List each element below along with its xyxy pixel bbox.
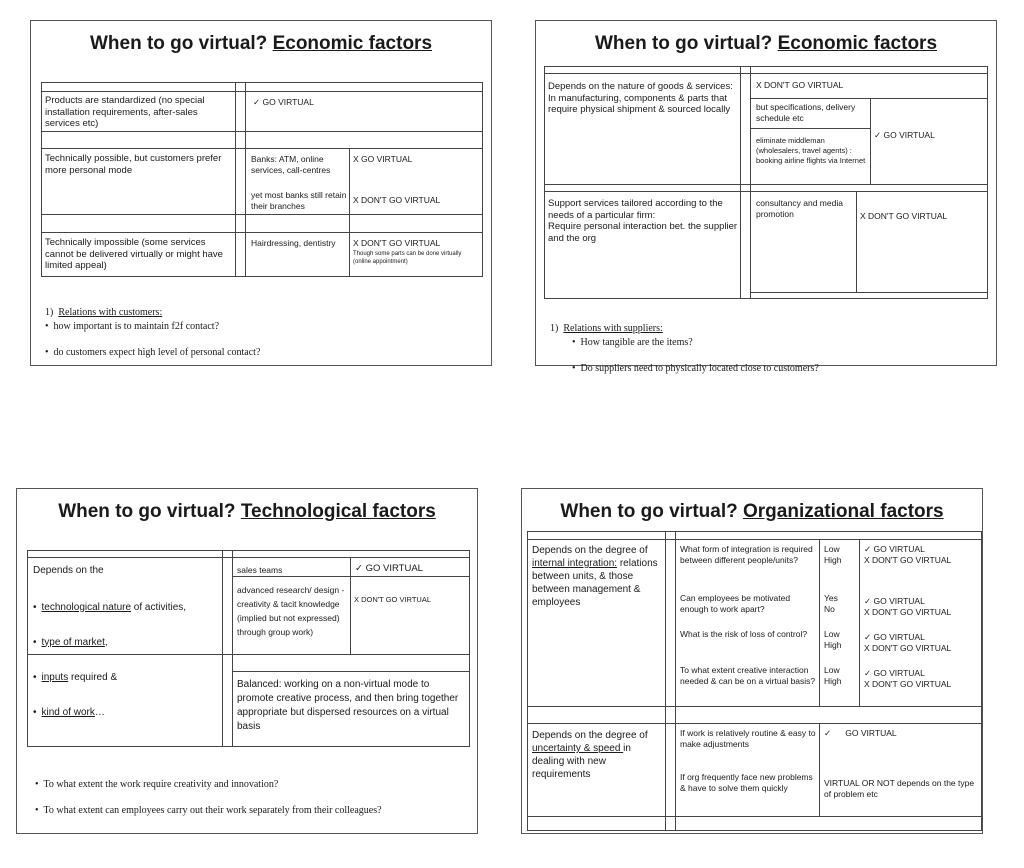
slide-title: When to go virtual? Technological factors xyxy=(58,501,436,522)
slide-title: When to go virtual? Economic factors xyxy=(89,33,433,54)
list-item: • type of market, xyxy=(33,634,221,652)
factor-nature-of-goods: Depends on the nature of goods & services: In manufacturing, components & parts that require physical shipment & sourced locally xyxy=(548,81,733,115)
decision-go-virtual: ✓ GO VIRTUAL xyxy=(824,728,897,738)
decision-go-virtual: ✓ GO VIRTUAL xyxy=(874,130,935,140)
decision-pair: ✓ GO VIRTUAL X DON'T GO VIRTUAL xyxy=(864,668,952,689)
factor-technically-possible: Technically possible, but customers prefer more personal mode xyxy=(45,153,222,176)
slide-title: When to go virtual? Organizational factors xyxy=(560,501,944,522)
list-item: • kind of work… xyxy=(33,704,221,722)
decision-pair: ✓ GO VIRTUAL X DON'T GO VIRTUAL xyxy=(864,596,952,617)
slide-title: When to go virtual? Economic factors xyxy=(594,33,938,54)
factor-internal-integration: Depends on the degree of internal integration: relations between units, & those between management & employees xyxy=(532,545,658,608)
notes-heading: 1) Relations with customers: xyxy=(45,307,163,318)
question-creative-interaction: To what extent creative interaction needed & can be on a virtual basis? xyxy=(680,665,816,686)
level-low-high: Low High xyxy=(824,544,842,565)
list-item: • inputs required & xyxy=(33,669,221,687)
notes-list xyxy=(572,323,992,388)
decision-pair: ✓ GO VIRTUAL X DON'T GO VIRTUAL xyxy=(864,544,952,565)
list-item: • how important is to maintain f2f contact? xyxy=(45,320,475,333)
example-hairdressing: Hairdressing, dentistry xyxy=(251,238,336,248)
level-low-high: Low High xyxy=(824,629,842,650)
decision-go-virtual: X GO VIRTUAL xyxy=(353,154,413,164)
notes-heading: 1) Relations with suppliers: xyxy=(550,323,663,334)
example-consultancy: consultancy and media promotion xyxy=(756,198,843,219)
notes-list xyxy=(45,307,475,372)
list-item: • How tangible are the items? xyxy=(572,336,992,349)
list-item: • To what extent can employees carry out their work separately from their colleagues? xyxy=(35,804,475,817)
decision-pair: ✓ GO VIRTUAL X DON'T GO VIRTUAL xyxy=(864,632,952,653)
decision-dont-go-virtual: X DON'T GO VIRTUAL xyxy=(353,238,441,248)
slide-organizational xyxy=(521,488,983,834)
slide-economic-customers xyxy=(30,20,492,366)
level-yes-no: Yes No xyxy=(824,593,838,614)
question-integration: What form of integration is required between different people/units? xyxy=(680,544,813,565)
decision-depends: VIRTUAL OR NOT depends on the type of problem etc xyxy=(824,778,975,799)
balanced-approach: Balanced: working on a non-virtual mode to promote creative process, and then bring together appropriate but dispersed resources on a virtual basis xyxy=(237,679,459,732)
example-eliminate-middleman: eliminate middleman (wholesalers, travel agents) : booking airline flights via Internet xyxy=(756,136,866,165)
slide-technological xyxy=(16,488,478,834)
example-advanced-research: advanced research/ design - creativity & tacit knowledge (implied but not expressed) through group work) xyxy=(237,585,345,637)
list-item: • technological nature of activities, xyxy=(33,599,221,617)
left-intro: Depends on the xyxy=(33,565,104,576)
factor-support-services: Support services tailored according to the needs of a particular firm: Require personal interaction bet. the supplier and the org xyxy=(548,198,738,244)
list-item: • do customers expect high level of personal contact? xyxy=(45,346,475,359)
slide-economic-suppliers xyxy=(535,20,997,374)
question-new-problems: If org frequently face new problems & have to solve them quickly xyxy=(680,772,813,793)
question-motivation: Can employees be motivated enough to work apart? xyxy=(680,593,791,614)
example-branches: yet most banks still retain their branches xyxy=(251,190,347,211)
question-loss-of-control: What is the risk of loss of control? xyxy=(680,629,808,639)
question-routine-work: If work is relatively routine & easy to make adjustments xyxy=(680,728,816,749)
notes-list xyxy=(35,765,475,830)
decision-dont-go-virtual: X DON'T GO VIRTUAL xyxy=(353,195,441,205)
example-sales-teams: sales teams xyxy=(237,565,283,575)
list-item: • Do suppliers need to physically located close to customers? xyxy=(572,362,992,375)
decision-dont-go-virtual: X DON'T GO VIRTUAL xyxy=(860,211,948,221)
decision-go-virtual: ✓ GO VIRTUAL xyxy=(253,97,314,107)
example-specifications: but specifications, delivery schedule etc xyxy=(756,102,856,123)
decision-dont-go-virtual: X DON'T GO VIRTUAL xyxy=(756,80,844,90)
level-low-high: Low High xyxy=(824,665,842,686)
factor-standardized: Products are standardized (no special installation requirements, after-sales services etc) xyxy=(45,95,205,129)
list-item: • To what extent the work require creativity and innovation? xyxy=(35,778,475,791)
factor-list xyxy=(33,581,221,739)
factor-technically-impossible: Technically impossible (some services cannot be delivered virtually or might have limited appeal) xyxy=(45,237,223,271)
note-online-appointment: Though some parts can be done virtually (online appointment) xyxy=(353,251,462,265)
example-banks: Banks: ATM, online services, call-centres xyxy=(251,154,331,175)
decision-dont-go-virtual: X DON'T GO VIRTUAL xyxy=(354,595,432,604)
decision-go-virtual: ✓ GO VIRTUAL xyxy=(355,563,423,574)
factor-uncertainty-speed: Depends on the degree of uncertainty & speed in dealing with new requirements xyxy=(532,730,648,780)
